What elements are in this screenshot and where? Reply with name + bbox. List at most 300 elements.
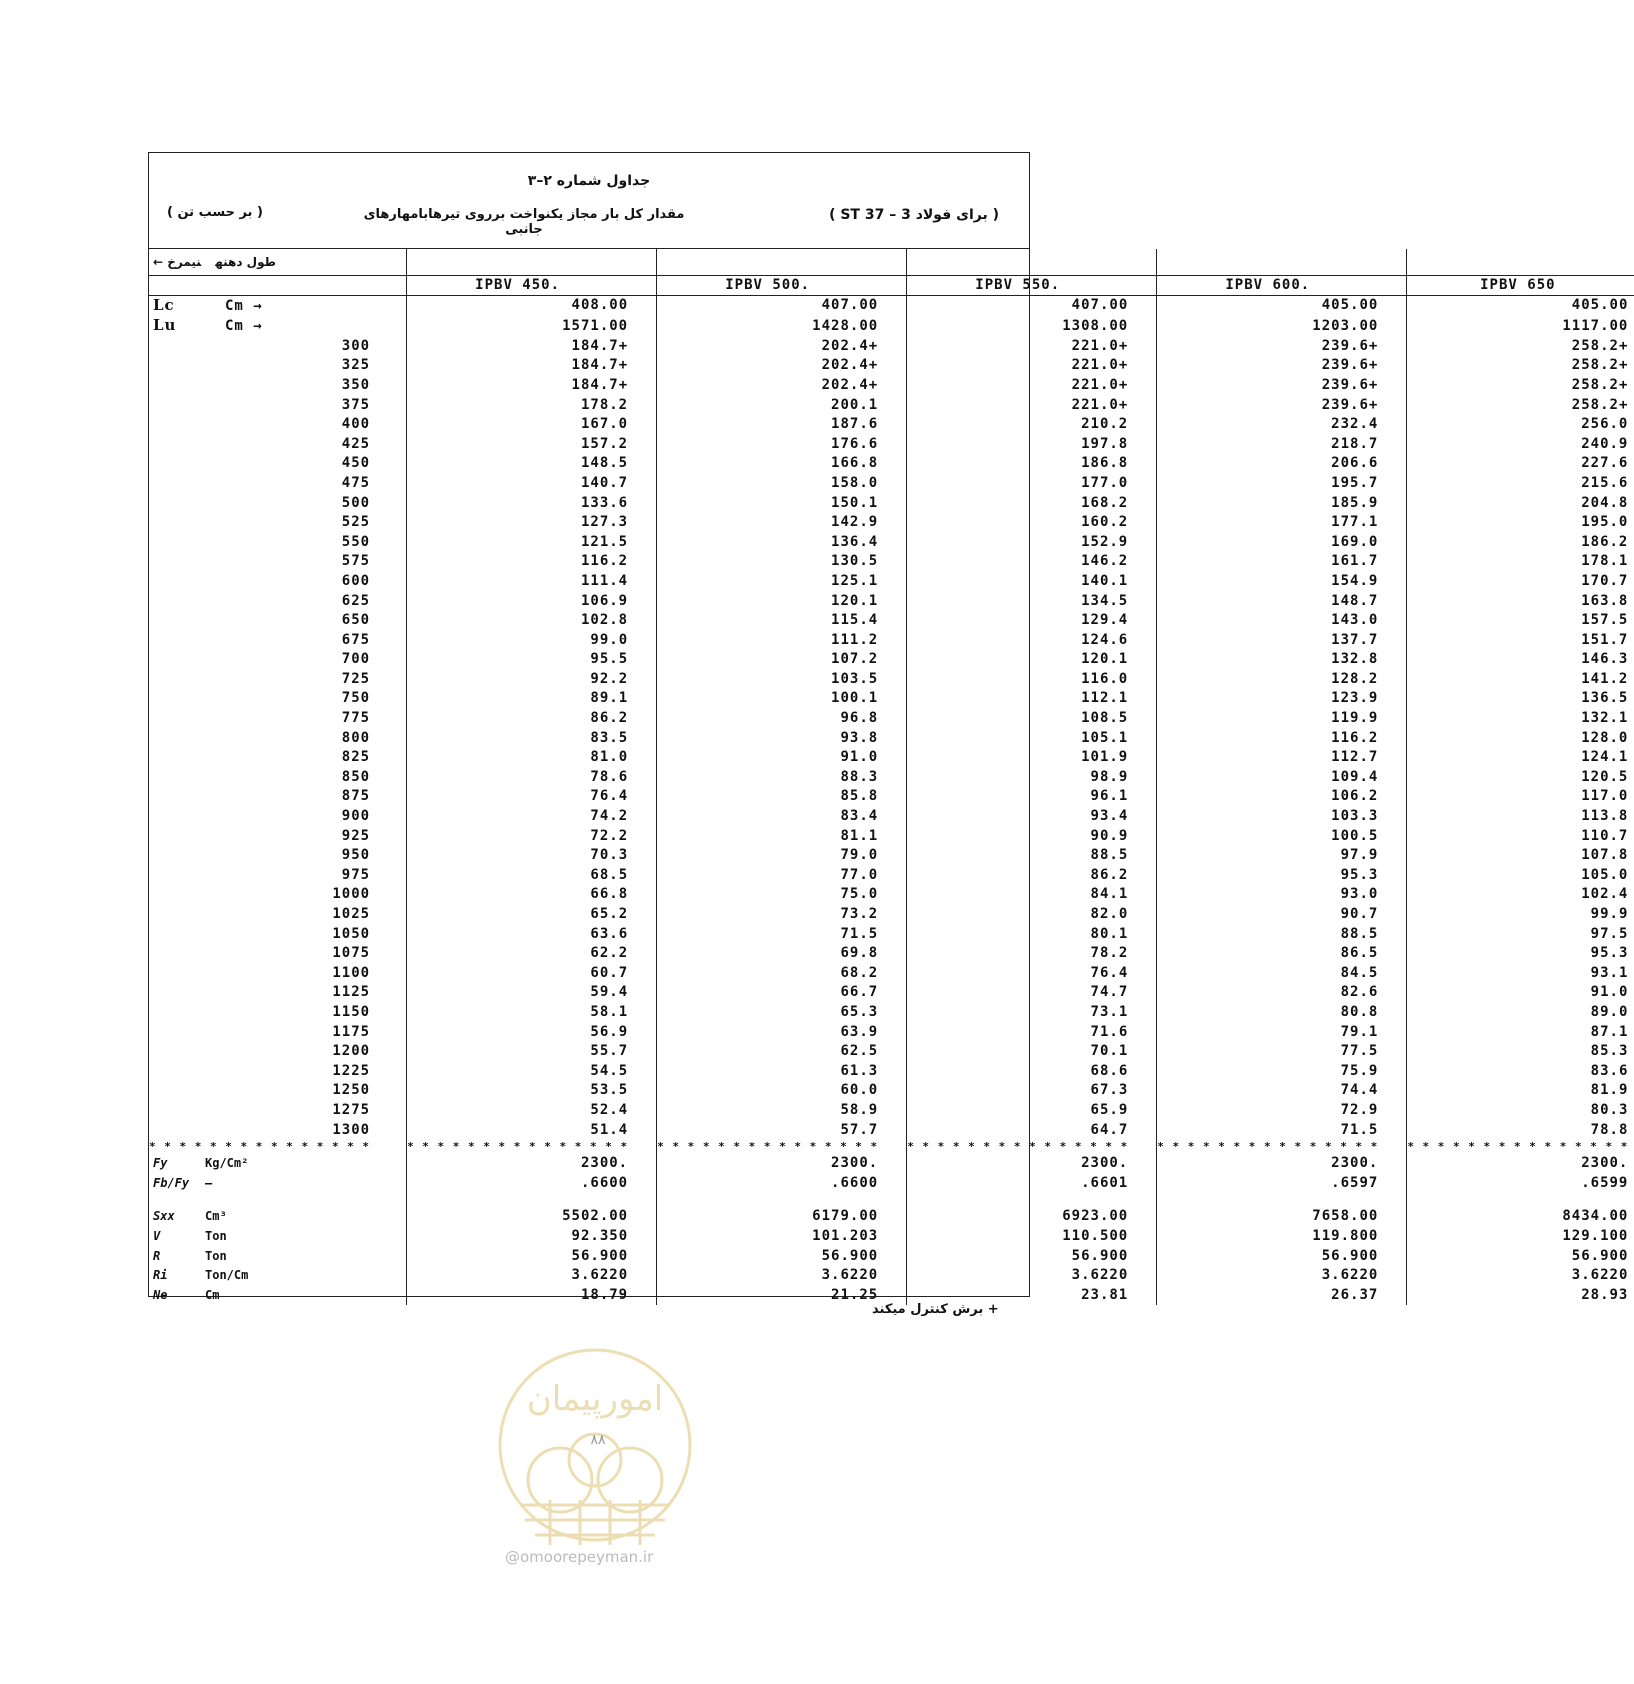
lc-row [149,295,1634,316]
load-cell: 240.9 [1581,435,1629,452]
table-row [149,1023,1634,1043]
span-cell: 1025 [149,905,407,925]
blank-cell [657,249,907,276]
load-cell: 105.1 [907,729,1157,749]
load-cell: 83.6 [1590,1062,1629,1079]
load-cell: 111.2 [657,631,907,651]
property-row [149,1174,1634,1194]
table-row [149,866,1634,886]
span-cell: 1175 [149,1023,407,1043]
span-cell: 525 [149,513,407,533]
table-row [149,964,1634,984]
load-cell: 221.0+ [907,396,1157,416]
load-cell: 93.1 [1590,964,1629,981]
value-cell: 1571.00 [407,316,657,337]
load-cell: 89.0 [1590,1003,1629,1020]
value-cell: 407.00 [657,295,907,316]
blank-cell [407,249,657,276]
table-row [149,846,1634,866]
load-cell: 204.8 [1581,494,1629,511]
load-cell: 58.1 [407,1003,657,1023]
property-value: 2300. [1157,1154,1407,1174]
load-cell: 80.1 [907,925,1157,945]
span-cell: 800 [149,729,407,749]
property-symbol: Ri [153,1268,168,1283]
load-cell: 106.9 [407,592,657,612]
gap-cell [657,1193,907,1207]
load-cell: 60.0 [657,1081,907,1101]
load-cell: 88.5 [907,846,1157,866]
load-cell: 103.3 [1157,807,1407,827]
table-row [149,729,1634,749]
span-cell: 350 [149,376,407,396]
load-cell: 210.2 [907,415,1157,435]
load-cell: 82.6 [1157,983,1407,1003]
load-cell: 84.5 [1157,964,1407,984]
load-cell: 68.6 [907,1062,1157,1082]
load-cell: 177.0 [907,474,1157,494]
load-cell: 62.2 [407,944,657,964]
table-row [149,1042,1634,1062]
profile-name: IPBV 450. [407,276,657,296]
load-cell: 85.8 [657,787,907,807]
load-cell: 137.7 [1157,631,1407,651]
table-row [149,337,1634,357]
property-unit: Kg/Cm² [205,1156,249,1171]
table-row [149,768,1634,788]
property-symbol: Fb/Fy [153,1175,190,1190]
load-cell: 258.2+ [1571,337,1629,354]
load-cell: 221.0+ [907,356,1157,376]
load-cell: 77.5 [1157,1042,1407,1062]
unit: Cm → [225,318,263,335]
load-cell: 101.9 [907,748,1157,768]
span-cell: 850 [149,768,407,788]
table-subtitle: مقدار کل بار مجاز یکنواخت برروی تیرهابامهارهای جانبی [363,207,685,237]
load-cell: 152.9 [907,533,1157,553]
load-cell: 215.6 [1581,474,1629,491]
load-cell: 128.2 [1157,670,1407,690]
load-cell: 123.9 [1157,689,1407,709]
span-cell: 825 [149,748,407,768]
property-row [149,1266,1634,1286]
property-value: 56.900 [1571,1247,1629,1264]
load-cell: 218.7 [1157,435,1407,455]
blank-cell [1157,249,1407,276]
table-row [149,356,1634,376]
load-cell: 102.8 [407,611,657,631]
span-cell: 775 [149,709,407,729]
table-row [149,435,1634,455]
span-cell: 650 [149,611,407,631]
star-cell: * * * * * * * * * * * * * * * [1157,1140,1407,1154]
load-cell: 63.6 [407,925,657,945]
load-cell: 53.5 [407,1081,657,1101]
property-value: 8434.00 [1562,1208,1629,1225]
load-cell: 88.3 [657,768,907,788]
load-cell: 202.4+ [657,337,907,357]
load-cell: 143.0 [1157,611,1407,631]
load-cell: 169.0 [1157,533,1407,553]
load-cell: 186.2 [1581,533,1629,550]
load-cell: 202.4+ [657,376,907,396]
property-value: 119.800 [1157,1227,1407,1247]
span-cell: 1200 [149,1042,407,1062]
gap-cell [1407,1193,1634,1207]
load-cell: 97.9 [1157,846,1407,866]
load-cell: 67.3 [907,1081,1157,1101]
load-cell: 195.7 [1157,474,1407,494]
property-value: 3.6220 [1571,1267,1629,1284]
load-cell: 150.1 [657,494,907,514]
property-value: .6601 [907,1174,1157,1194]
property-symbol: R [153,1248,161,1263]
load-cell: 239.6+ [1157,396,1407,416]
load-cell: 157.2 [407,435,657,455]
property-value: 18.79 [407,1286,657,1306]
table-row [149,611,1634,631]
load-cell: 148.5 [407,454,657,474]
span-cell: 950 [149,846,407,866]
load-cell: 77.0 [657,866,907,886]
value-cell: 1117.00 [1562,317,1629,334]
load-cell: 76.4 [407,787,657,807]
row-label [149,316,407,337]
load-cell: 166.8 [657,454,907,474]
gap-cell [149,1193,407,1207]
property-row [149,1247,1634,1267]
load-cell: 68.5 [407,866,657,886]
span-cell: 875 [149,787,407,807]
load-cell: 167.0 [407,415,657,435]
load-cell: 52.4 [407,1101,657,1121]
star-cell: * * * * * * * * * * * * * * * [407,1140,657,1154]
load-cell: 140.1 [907,572,1157,592]
load-cell: 95.5 [407,650,657,670]
property-unit: Ton [205,1248,227,1263]
table-row [149,572,1634,592]
property-value: 28.93 [1581,1286,1629,1303]
load-cell: 105.0 [1581,866,1629,883]
load-cell: 83.4 [657,807,907,827]
table-row [149,1003,1634,1023]
span-cell: 675 [149,631,407,651]
span-cell: 1225 [149,1062,407,1082]
load-cell: 68.2 [657,964,907,984]
load-cell: 121.5 [407,533,657,553]
load-cell: 146.3 [1581,651,1629,668]
load-cell: 70.1 [907,1042,1157,1062]
table-row [149,709,1634,729]
load-cell: 132.8 [1157,650,1407,670]
property-label [149,1247,407,1267]
table-row [149,925,1634,945]
profile-name: IPBV 500. [657,276,907,296]
property-label [149,1227,407,1247]
table-frame [148,152,1629,1303]
load-cell: 78.2 [907,944,1157,964]
span-cell: 1075 [149,944,407,964]
load-cell: 78.8 [1590,1121,1629,1138]
property-value: .6600 [407,1174,657,1194]
table-row [149,944,1634,964]
property-value: 26.37 [1157,1286,1407,1306]
load-cell: 106.2 [1157,787,1407,807]
load-cell: 85.3 [1590,1043,1629,1060]
table-row [149,650,1634,670]
load-cell: 157.5 [1581,612,1629,629]
load-cell: 56.9 [407,1023,657,1043]
table-row [149,415,1634,435]
load-cell: 154.9 [1157,572,1407,592]
load-cell: 83.5 [407,729,657,749]
profile-label-cell [149,276,407,296]
table-row [149,807,1634,827]
watermark-url: @omoorepeyman.ir [505,1548,654,1566]
table-row [149,552,1634,572]
span-cell: 700 [149,650,407,670]
load-cell: 51.4 [407,1121,657,1141]
span-cell: 475 [149,474,407,494]
footnote: + برش کنترل میکند [872,1302,999,1317]
table-row [149,748,1634,768]
profile-name: IPBV 600. [1157,276,1407,296]
blank-cell [1407,249,1634,276]
load-cell: 100.5 [1157,827,1407,847]
property-value: 2300. [907,1154,1157,1174]
property-value: 101.203 [657,1227,907,1247]
watermark-name: امورپیمان [526,1379,664,1419]
load-cell: 86.2 [907,866,1157,886]
property-value: 2300. [407,1154,657,1174]
units-note: ( بر حسب تن ) [167,205,263,220]
load-cell: 97.5 [1590,925,1629,942]
load-cell: 168.2 [907,494,1157,514]
property-row [149,1207,1634,1227]
load-cell: 128.0 [1581,729,1629,746]
header-row [149,249,1634,276]
load-cell: 113.8 [1581,808,1629,825]
load-cell: 141.2 [1581,670,1629,687]
load-cell: 74.2 [407,807,657,827]
load-cell: 200.1 [657,396,907,416]
load-cell: 96.8 [657,709,907,729]
property-value: 23.81 [907,1286,1157,1306]
load-cell: 73.2 [657,905,907,925]
load-cell: 116.2 [407,552,657,572]
load-cell: 65.2 [407,905,657,925]
load-cell: 71.5 [1157,1121,1407,1141]
property-value: 7658.00 [1157,1207,1407,1227]
load-cell: 64.7 [907,1121,1157,1141]
property-label [149,1207,407,1227]
load-cell: 81.9 [1590,1082,1629,1099]
load-cell: 109.4 [1157,768,1407,788]
star-cell: * * * * * * * * * * * * * * * [657,1140,907,1154]
property-unit: Ton/Cm [205,1268,249,1283]
span-cell: 450 [149,454,407,474]
load-cell: 227.6 [1581,455,1629,472]
load-cell: 89.1 [407,689,657,709]
load-cell: 129.4 [907,611,1157,631]
property-value: 5502.00 [407,1207,657,1227]
load-cell: 90.9 [907,827,1157,847]
steel-grade: ( برای فولاد ST 37 – 3 ) [829,207,999,223]
span-cell: 400 [149,415,407,435]
property-symbol: Fy [153,1156,168,1171]
load-cell: 239.6+ [1157,376,1407,396]
page-number: ۸۸ [590,1432,606,1448]
profile-row [149,276,1634,296]
load-cell: 72.9 [1157,1101,1407,1121]
load-cell: 87.1 [1590,1023,1629,1040]
table-row [149,494,1634,514]
load-cell: 92.2 [407,670,657,690]
load-cell: 111.4 [407,572,657,592]
property-symbol: V [153,1228,161,1243]
load-cell: 102.4 [1581,886,1629,903]
span-cell: 600 [149,572,407,592]
gap-row [149,1193,1634,1207]
load-cell: 107.2 [657,650,907,670]
table-row [149,983,1634,1003]
value-cell: 407.00 [907,295,1157,316]
load-cell: 100.1 [657,689,907,709]
unit: Cm → [225,297,263,314]
load-cell: 74.4 [1157,1081,1407,1101]
property-label [149,1154,407,1174]
span-cell: 1000 [149,885,407,905]
load-cell: 88.5 [1157,925,1407,945]
load-cell: 81.1 [657,827,907,847]
property-value: .6600 [657,1174,907,1194]
load-cell: 75.9 [1157,1062,1407,1082]
property-value: 6179.00 [657,1207,907,1227]
load-cell: 54.5 [407,1062,657,1082]
value-cell: 1428.00 [657,316,907,337]
span-cell: 375 [149,396,407,416]
symbol: Lc [153,295,175,314]
load-cell: 258.2+ [1571,357,1629,374]
property-label [149,1174,407,1194]
load-cell: 112.1 [907,689,1157,709]
load-cell: 95.3 [1157,866,1407,886]
load-cell: 90.7 [1157,905,1407,925]
table-row [149,689,1634,709]
property-value: 3.6220 [1157,1266,1407,1286]
gap-cell [1157,1193,1407,1207]
load-cell: 72.2 [407,827,657,847]
property-value: 6923.00 [907,1207,1157,1227]
load-cell: 186.8 [907,454,1157,474]
load-cell: 221.0+ [907,337,1157,357]
load-cell: 86.2 [407,709,657,729]
property-value: 110.500 [907,1227,1157,1247]
load-cell: 148.7 [1157,592,1407,612]
load-cell: 110.7 [1581,827,1629,844]
load-cell: 124.6 [907,631,1157,651]
table-row [149,533,1634,553]
property-row [149,1227,1634,1247]
corner-profile: نیمرخ ← [153,255,202,269]
property-unit: Cm³ [205,1209,227,1224]
load-cell: 55.7 [407,1042,657,1062]
load-cell: 116.0 [907,670,1157,690]
span-cell: 725 [149,670,407,690]
load-cell: 170.7 [1581,572,1629,589]
load-cell: 130.5 [657,552,907,572]
load-cell: 258.2+ [1571,376,1629,393]
load-cell: 73.1 [907,1003,1157,1023]
star-cell: * * * * * * * * * * * * * * * [1407,1140,1629,1154]
corner-length: طول دهنه [215,255,276,269]
property-value: 56.900 [907,1247,1157,1267]
load-cell: 116.2 [1157,729,1407,749]
load-cell: 66.8 [407,885,657,905]
load-cell: 93.4 [907,807,1157,827]
table-row [149,396,1634,416]
load-cell: 136.5 [1581,690,1629,707]
load-cell: 99.0 [407,631,657,651]
profile-name: IPBV 650 [1407,276,1634,296]
load-cell: 103.5 [657,670,907,690]
load-cell: 107.8 [1581,847,1629,864]
span-cell: 500 [149,494,407,514]
row-label [149,295,407,316]
load-cell: 69.8 [657,944,907,964]
load-cell: 79.0 [657,846,907,866]
span-cell: 975 [149,866,407,886]
property-value: 56.900 [1157,1247,1407,1267]
load-cell: 70.3 [407,846,657,866]
load-cell: 146.2 [907,552,1157,572]
load-cell: 140.7 [407,474,657,494]
span-cell: 1250 [149,1081,407,1101]
load-cell: 78.6 [407,768,657,788]
value-cell: 1203.00 [1157,316,1407,337]
profile-name: IPBV 550. [907,276,1157,296]
table-row [149,1121,1634,1141]
property-label [149,1266,407,1286]
load-cell: 127.3 [407,513,657,533]
load-cell: 133.6 [407,494,657,514]
load-cell: 71.6 [907,1023,1157,1043]
load-cell: 99.9 [1590,906,1629,922]
table-row [149,454,1634,474]
property-value: 3.6220 [657,1266,907,1286]
load-cell: 66.7 [657,983,907,1003]
property-value: 56.900 [657,1247,907,1267]
load-cell: 75.0 [657,885,907,905]
load-cell: 184.7+ [407,337,657,357]
table-row [149,376,1634,396]
load-cell: 84.1 [907,885,1157,905]
span-cell: 1125 [149,983,407,1003]
load-cell: 93.8 [657,729,907,749]
property-row [149,1154,1634,1174]
span-cell: 925 [149,827,407,847]
span-cell: 750 [149,689,407,709]
span-cell: 425 [149,435,407,455]
property-value: 21.25 [657,1286,907,1306]
load-cell: 59.4 [407,983,657,1003]
load-cell: 120.1 [657,592,907,612]
value-cell: 408.00 [407,295,657,316]
table-row [149,1081,1634,1101]
load-cell: 239.6+ [1157,356,1407,376]
span-cell: 550 [149,533,407,553]
load-cell: 86.5 [1157,944,1407,964]
